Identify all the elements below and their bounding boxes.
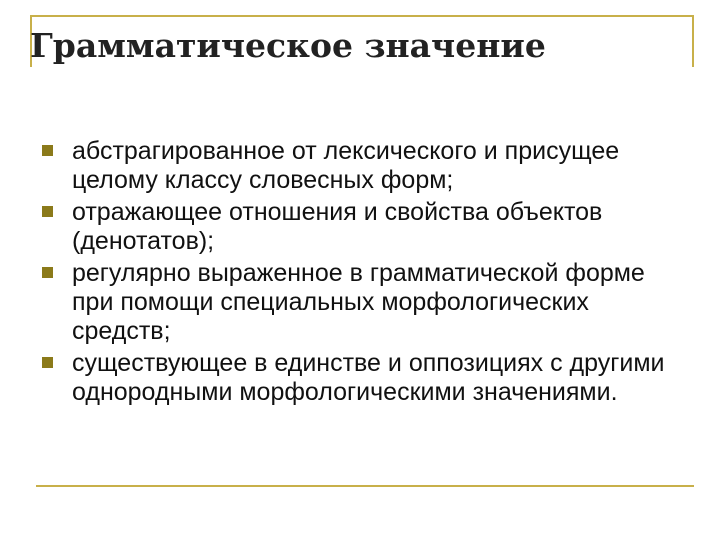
bullet-list <box>42 137 692 410</box>
bullet-item <box>42 349 692 407</box>
square-bullet-icon <box>42 357 53 368</box>
square-bullet-icon <box>42 145 53 156</box>
bullet-text: абстрагированное от лексического и присущее целому классу словесных форм; <box>72 137 620 194</box>
bullet-item <box>42 137 692 195</box>
bullet-item <box>42 198 692 256</box>
bullet-text: существующее в единстве и оппозициях с другими однородными морфологическими значениями. <box>72 349 665 406</box>
bullet-text: регулярно выраженное в грамматической форме при помощи специальных морфологических средств; <box>72 259 645 345</box>
slide-title: Грамматическое значение <box>30 26 546 65</box>
frame-line-right <box>692 15 694 67</box>
bullet-item <box>42 259 692 346</box>
frame-line-top <box>30 15 694 17</box>
square-bullet-icon <box>42 267 53 278</box>
frame-line-bottom <box>36 485 694 487</box>
square-bullet-icon <box>42 206 53 217</box>
bullet-text: отражающее отношения и свойства объектов (денотатов); <box>72 198 603 255</box>
